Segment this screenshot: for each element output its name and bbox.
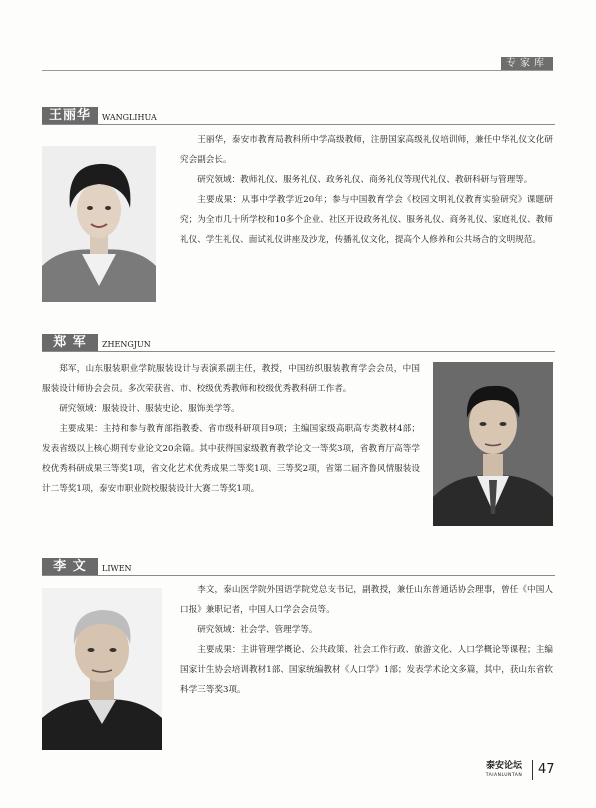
- name-rule: [42, 124, 555, 125]
- expert-name-block: [42, 558, 132, 576]
- expert-name-block: [42, 107, 157, 125]
- name-rule: [42, 351, 555, 352]
- bio-paragraph: 研究领域：教师礼仪、服务礼仪、政务礼仪、商务礼仪等现代礼仪、教研科研与管理等。: [197, 175, 533, 185]
- expert-bio: [180, 130, 553, 250]
- bio-paragraph: 主要成果：主持和参与教育部指教委、省市级科研项目9项；主编国家级高职高专类教材4部；发表省级以上核心期刊专业论文20余篇。其中获得国家级教育教学论文一等奖3项，省教育厅高等学校优秀科研成果三等奖1项，省文化艺术优秀成果二等奖1项、三等奖2项，省第二届齐鲁风情服装设计二等奖1项，泰安市职业院校服装设计大赛二等奖1项。: [42, 424, 420, 494]
- bio-paragraph: 王丽华，泰安市教育局教科所中学高级教师，注册国家高级礼仪培训师，兼任中华礼仪文化研究会副会长。: [180, 135, 553, 165]
- bio-paragraph: 郑军，山东服装职业学院服装设计与表演系副主任，教授，中国纺织服装教育学会会员，中国服装设计师协会会员。多次荣获省、市、校级优秀教师和校级优秀教科研工作者。: [42, 364, 420, 394]
- portrait-photo: [42, 588, 162, 750]
- expert-name-cn: 王丽华: [42, 107, 98, 125]
- bio-paragraph: 研究领域：服装设计、服装史论、服饰美学等。: [59, 404, 240, 414]
- page-number: 47: [538, 762, 555, 777]
- journal-title: [478, 760, 530, 780]
- expert-bio: [42, 359, 420, 499]
- expert-name-cn: 李 文: [42, 558, 98, 576]
- journal-title-cn: 泰安论坛: [485, 761, 522, 771]
- expert-name-cn: 郑 军: [42, 334, 98, 352]
- expert-bio: [180, 580, 553, 700]
- bio-paragraph: 主要成果：从事中学教学近20年；参与中国教育学会《校园文明礼仪教育实验研究》课题研究；为全市几十所学校和10多个企业、社区开设政务礼仪、服务礼仪、商务礼仪、家庭礼仪、教师礼仪、学生礼仪、面试礼仪讲座及沙龙，传播礼仪文化，提高个人修养和公共场合的文明规范。: [180, 195, 553, 245]
- expert-name-en: LIWEN: [102, 564, 132, 573]
- section-tag: 专家库: [501, 57, 553, 71]
- portrait-photo: [433, 362, 553, 526]
- expert-name-block: [42, 334, 151, 352]
- bio-paragraph: 研究领域：社会学、管理学等。: [197, 625, 318, 635]
- header-rule: [42, 70, 553, 71]
- footer-divider: [532, 760, 533, 780]
- bio-paragraph: 主要成果：主讲管理学概论、公共政策、社会工作行政、旅游文化、人口学概论等课程；主编国家计生协会培训教材1部、国家统编教材《人口学》1部；发表学术论文多篇，其中，获山东省软科学三等奖3项。: [180, 645, 553, 695]
- name-rule: [42, 575, 555, 576]
- portrait-photo: [42, 146, 156, 302]
- bio-paragraph: 李文，泰山医学院外国语学院党总支书记，副教授，兼任山东普通话协会理事，曾任《中国人口报》兼职记者，中国人口学会会员等。: [180, 585, 553, 615]
- journal-title-en: TAIANLUNTAN: [485, 773, 523, 778]
- expert-name-en: WANGLIHUA: [102, 113, 157, 122]
- expert-name-en: ZHENGJUN: [102, 340, 151, 349]
